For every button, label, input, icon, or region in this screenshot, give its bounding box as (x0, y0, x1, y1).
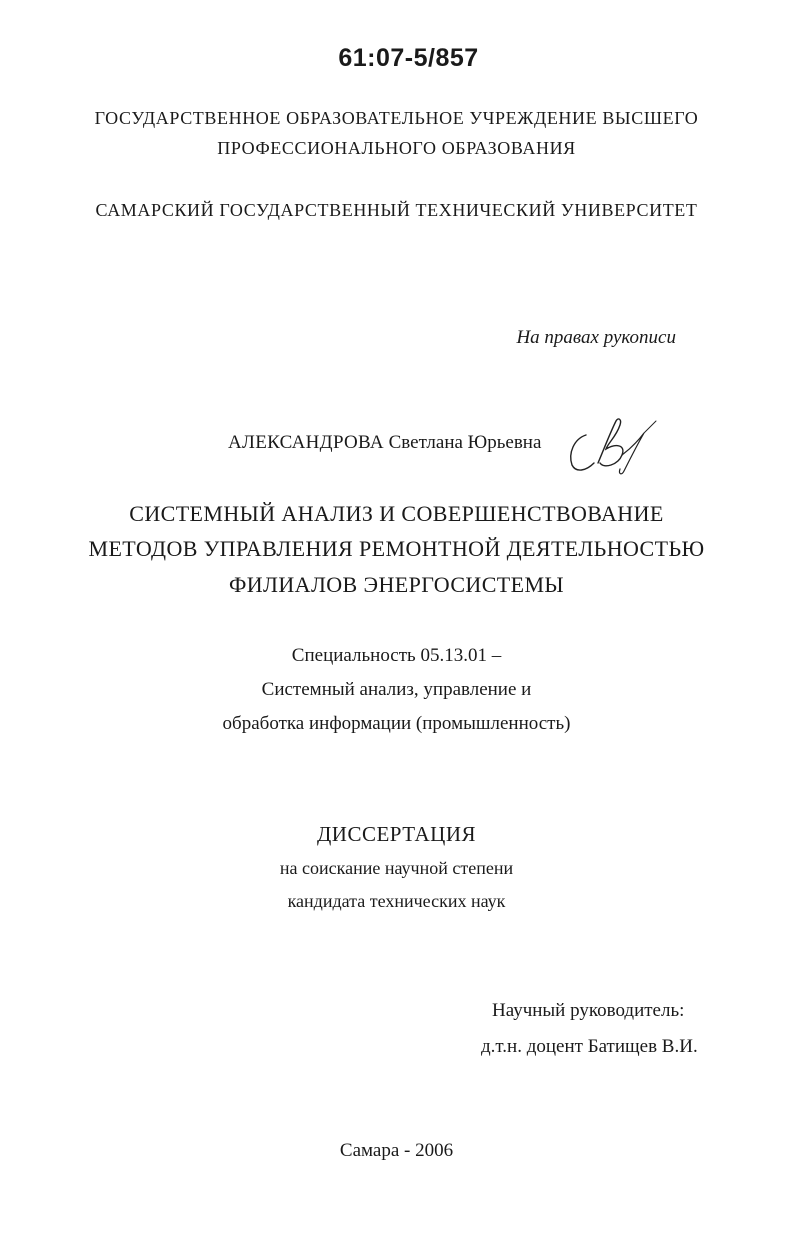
specialty-line-3: обработка информации (промышленность) (222, 713, 571, 734)
university-name: САМАРСКИЙ ГОСУДАРСТВЕННЫЙ ТЕХНИЧЕСКИЙ УНИВЕРСИТЕТ (95, 200, 698, 220)
degree-line-1: на соискание научной степени (279, 858, 514, 878)
thesis-title-line-1: СИСТЕМНЫЙ АНАЛИЗ И СОВЕРШЕНСТВОВАНИЕ (129, 501, 664, 526)
catalog-code: 61:07-5/857 (338, 44, 479, 72)
specialty-line-2: Системный анализ, управление и (261, 679, 532, 700)
author-name (228, 432, 541, 454)
advisor-name: д.т.н. доцент Батищев В.И. (481, 1036, 698, 1057)
rights-note: На правах рукописи (516, 327, 676, 348)
city-year: Самара - 2006 (339, 1140, 454, 1161)
signature-mark (564, 413, 660, 483)
author-given-names: Светлана Юрьевна (388, 432, 542, 453)
advisor-label: Научный руководитель: (492, 1000, 685, 1021)
thesis-title-line-3: ФИЛИАЛОВ ЭНЕРГОСИСТЕМЫ (228, 572, 565, 597)
author-surname: АЛЕКСАНДРОВА (228, 432, 384, 453)
dissertation-label: ДИССЕРТАЦИЯ (316, 822, 477, 846)
institution-line-1: ГОСУДАРСТВЕННОЕ ОБРАЗОВАТЕЛЬНОЕ УЧРЕЖДЕНИЕ ВЫСШЕГО (94, 108, 699, 128)
thesis-title-line-2: МЕТОДОВ УПРАВЛЕНИЯ РЕМОНТНОЙ ДЕЯТЕЛЬНОСТЬЮ (88, 536, 705, 561)
institution-line-2: ПРОФЕССИОНАЛЬНОГО ОБРАЗОВАНИЯ (217, 138, 576, 158)
specialty-line-1: Специальность 05.13.01 – (291, 645, 502, 666)
degree-line-2: кандидата технических наук (287, 891, 506, 911)
